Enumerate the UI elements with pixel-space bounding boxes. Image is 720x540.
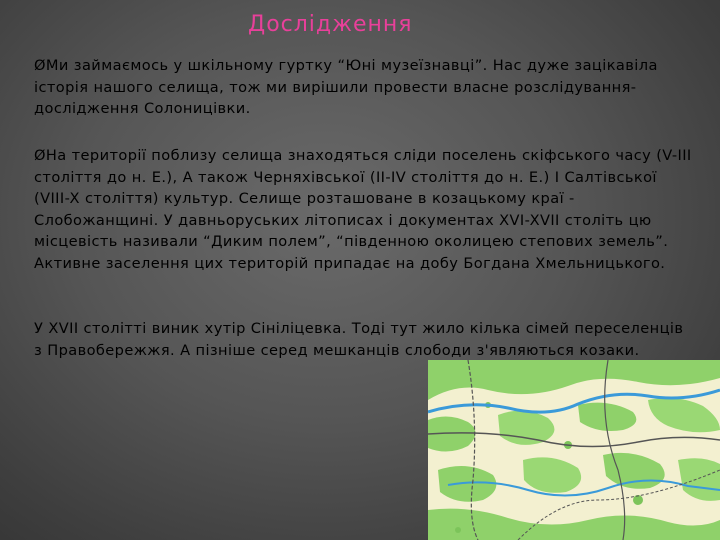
slide-title: Дослідження xyxy=(248,12,413,37)
map-drawing xyxy=(428,360,720,540)
map-image xyxy=(428,360,720,540)
paragraph-1: ØМи займаємось у шкільному гуртку “Юні музеїзнавці”. Нас дуже зацікавіла історія нашого селища, тож ми вирішили провести власне розслідування-дослідження Солоницівки. xyxy=(34,57,658,117)
paragraph-3: У XVII столітті виник хутір Сініліцевка. Тоді тут жило кілька сімей переселенців з Правобережжя. А пізніше серед мешканців слободи з'являються козаки. xyxy=(34,320,684,359)
paragraph-2: ØНа території поблизу селища знаходяться сліди поселень скіфського часу (V-III століття до н. Е.), А також Черняхівської (II-IV століття до н. Е.) І Салтівської (VIII-X століття) культур. Селище розташоване в козацькому краї - Слобожанщині. У давньоруських літописах і документах XVI-XVII століть цю місцевість називали “Диким полем”, “південною околицею степових земель”. Активне заселення цих територій припадає на добу Богдана Хмельницького. xyxy=(34,147,692,272)
